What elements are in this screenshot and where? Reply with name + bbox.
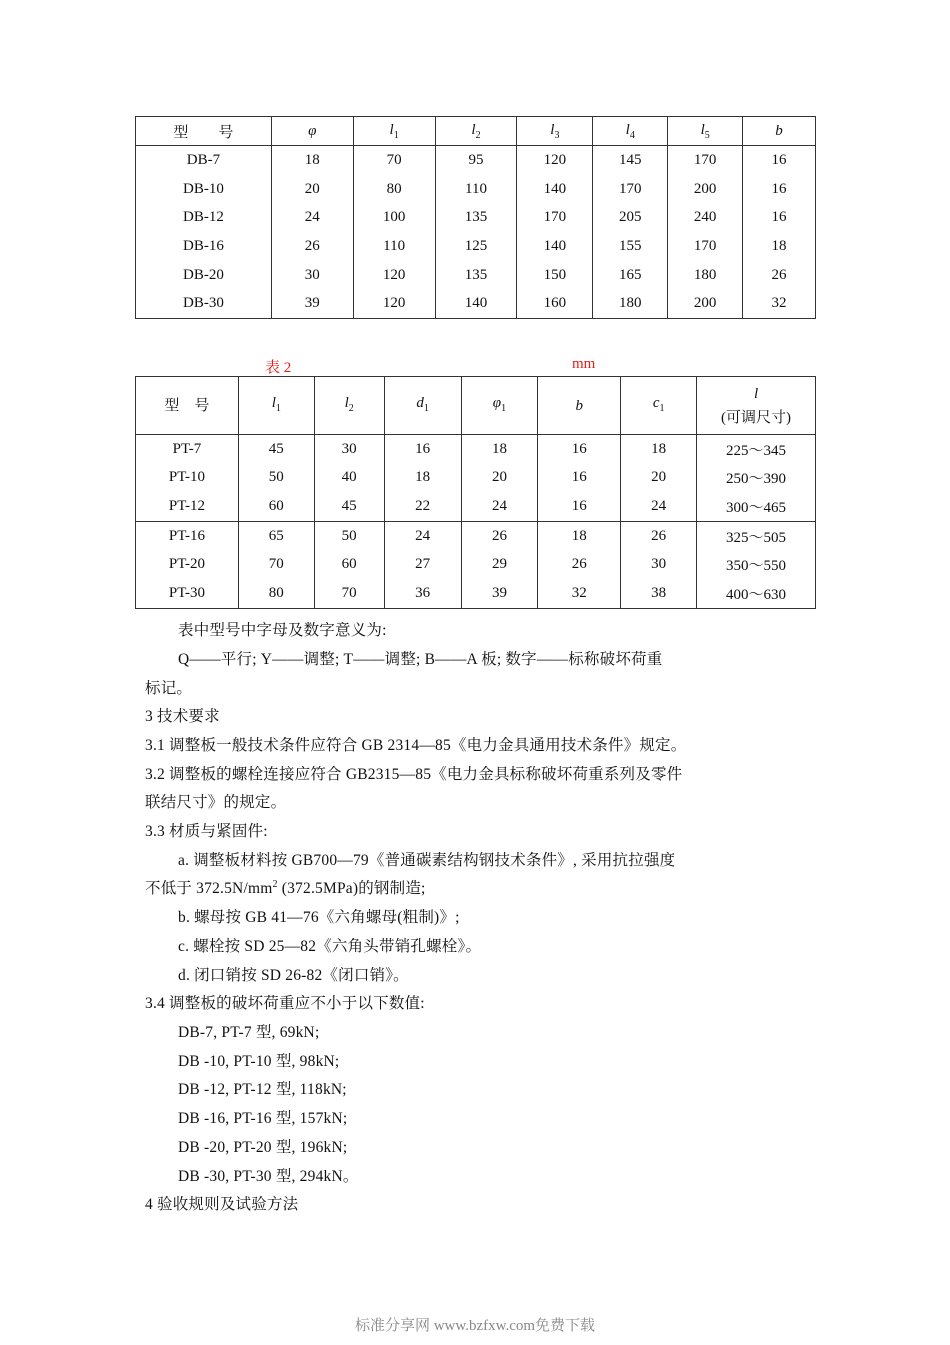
- table-cell: 180: [668, 261, 743, 290]
- table-row: [136, 579, 816, 608]
- table-cell: 18: [461, 435, 538, 464]
- clause-3-1: 3.1 调整板一般技术条件应符合 GB 2314—85《电力金具通用技术条件》规定。: [145, 737, 687, 754]
- load-item: DB -20, PT-20 型, 196kN;: [178, 1139, 348, 1156]
- table-row: [136, 550, 816, 579]
- table-cell: 70: [314, 579, 384, 608]
- col-header-model: 型 号: [136, 117, 272, 146]
- table-cell: 120: [353, 289, 435, 318]
- table-cell: 18: [621, 435, 697, 464]
- table-cell: 26: [743, 261, 816, 290]
- table-cell: 45: [314, 492, 384, 521]
- unit-superscript: 2: [272, 878, 278, 890]
- table-cell: 30: [621, 550, 697, 579]
- col-header-l4: $l_4$: [593, 117, 668, 146]
- clause-3-3-b: b. 螺母按 GB 41—76《六角螺母(粗制)》;: [178, 909, 460, 926]
- table-cell: 30: [271, 261, 353, 290]
- table-2: [135, 376, 816, 609]
- table-cell: 80: [238, 579, 314, 608]
- table-cell: 300～465: [697, 492, 816, 521]
- table-cell: 70: [238, 550, 314, 579]
- table-cell: DB-20: [136, 261, 272, 290]
- clause-3-3-d: d. 闭口销按 SD 26-82《闭口销》。: [178, 967, 409, 984]
- col-header-l: l: [753, 385, 759, 402]
- table-row: [136, 289, 816, 318]
- table-header-row: [136, 117, 816, 146]
- table-cell: 20: [461, 464, 538, 493]
- table-cell: 165: [593, 261, 668, 290]
- table-row: [136, 521, 816, 550]
- table-cell: 22: [384, 492, 461, 521]
- table-cell: 36: [384, 579, 461, 608]
- table-cell: 20: [621, 464, 697, 493]
- table-cell: 110: [353, 232, 435, 261]
- table-cell: 60: [238, 492, 314, 521]
- table-cell: PT-30: [136, 579, 239, 608]
- table-cell: 45: [238, 435, 314, 464]
- table-cell: DB-16: [136, 232, 272, 261]
- col-header-b: b: [743, 117, 816, 146]
- table-cell: 170: [668, 232, 743, 261]
- table-cell: 40: [314, 464, 384, 493]
- table-cell: 60: [314, 550, 384, 579]
- col-header-l3: $l_3$: [517, 117, 593, 146]
- table-cell: DB-7: [136, 146, 272, 175]
- table-cell: DB-10: [136, 175, 272, 204]
- table-cell: 16: [743, 203, 816, 232]
- table-cell: 95: [435, 146, 517, 175]
- col-header-l5: $l_5$: [668, 117, 743, 146]
- table-cell: 18: [743, 232, 816, 261]
- clause-3-2-cont: 联结尺寸》的规定。: [145, 794, 287, 811]
- col-header-model: 型 号: [136, 377, 239, 435]
- table-cell: 16: [384, 435, 461, 464]
- table-cell: 27: [384, 550, 461, 579]
- col-header-l2: $l_2$: [314, 377, 384, 435]
- table-cell: 16: [538, 435, 621, 464]
- table-cell: 400～630: [697, 579, 816, 608]
- table-cell: 120: [353, 261, 435, 290]
- table-cell: PT-10: [136, 464, 239, 493]
- table-cell: 26: [271, 232, 353, 261]
- table-cell: 16: [538, 492, 621, 521]
- table-cell: 24: [271, 203, 353, 232]
- table-row: [136, 146, 816, 175]
- table-row: [136, 435, 816, 464]
- strength-text: 不低于 372.5N/mm: [145, 880, 273, 897]
- load-item: DB -30, PT-30 型, 294kN。: [178, 1168, 359, 1185]
- table-cell: 170: [517, 203, 593, 232]
- table-cell: 200: [668, 175, 743, 204]
- table-cell: 24: [384, 521, 461, 550]
- table-cell: 70: [353, 146, 435, 175]
- table-cell: DB-12: [136, 203, 272, 232]
- table-row: [136, 232, 816, 261]
- col-header-d1: $d_1$: [384, 377, 461, 435]
- table-cell: 200: [668, 289, 743, 318]
- table-cell: 18: [384, 464, 461, 493]
- table-row: [136, 175, 816, 204]
- table-cell: 26: [621, 521, 697, 550]
- load-item: DB -16, PT-16 型, 157kN;: [178, 1110, 348, 1127]
- col-header-phi: φ: [271, 117, 353, 146]
- table-cell: 170: [668, 146, 743, 175]
- table-cell: 16: [743, 175, 816, 204]
- table-cell: 24: [621, 492, 697, 521]
- table-cell: 145: [593, 146, 668, 175]
- table-cell: PT-20: [136, 550, 239, 579]
- table-cell: PT-16: [136, 521, 239, 550]
- table-cell: 65: [238, 521, 314, 550]
- table-cell: 39: [271, 289, 353, 318]
- clause-3-2: 3.2 调整板的螺栓连接应符合 GB2315—85《电力金具标称破坏荷重系列及零件: [145, 766, 683, 783]
- table-cell: 24: [461, 492, 538, 521]
- table-cell: 140: [517, 232, 593, 261]
- table-cell: PT-7: [136, 435, 239, 464]
- table-cell: 140: [435, 289, 517, 318]
- col-header-c1: $c_1$: [621, 377, 697, 435]
- table-row: [136, 261, 816, 290]
- col-header-b: b: [538, 377, 621, 435]
- table-cell: 26: [538, 550, 621, 579]
- table-cell: 100: [353, 203, 435, 232]
- load-item: DB-7, PT-7 型, 69kN;: [178, 1024, 320, 1041]
- paragraph-legend-intro: 表中型号中字母及数字意义为:: [178, 622, 387, 639]
- clause-3-3: 3.3 材质与紧固件:: [145, 823, 268, 840]
- table-cell: 16: [743, 146, 816, 175]
- col-header-l-note: (可调尺寸): [721, 409, 792, 426]
- table-row: [136, 464, 816, 493]
- table-row: [136, 203, 816, 232]
- col-header-l2: $l_2$: [435, 117, 517, 146]
- table-cell: 325～505: [697, 521, 816, 550]
- col-header-l1: $l_1$: [238, 377, 314, 435]
- table-cell: 160: [517, 289, 593, 318]
- col-header-l1: $l_1$: [353, 117, 435, 146]
- table-cell: 29: [461, 550, 538, 579]
- table-cell: 50: [238, 464, 314, 493]
- table-cell: 240: [668, 203, 743, 232]
- table-cell: 38: [621, 579, 697, 608]
- table-cell: 110: [435, 175, 517, 204]
- clause-3-3-a-cont: [145, 876, 426, 898]
- table-cell: 16: [538, 464, 621, 493]
- strength-text-cont: (372.5MPa)的钢制造;: [277, 880, 426, 897]
- table-cell: 80: [353, 175, 435, 204]
- clause-3-3-c: c. 螺栓按 SD 25—82《六角头带销孔螺栓》。: [178, 938, 482, 955]
- table-cell: 32: [743, 289, 816, 318]
- table-cell: 135: [435, 203, 517, 232]
- col-header-phi1: $\varphi_1$: [461, 377, 538, 435]
- section-heading-4: 4 验收规则及试验方法: [145, 1196, 299, 1213]
- table-cell: 50: [314, 521, 384, 550]
- table-row: [136, 492, 816, 521]
- table-header-row: [136, 377, 816, 435]
- table-cell: DB-30: [136, 289, 272, 318]
- table-cell: 205: [593, 203, 668, 232]
- table-cell: 155: [593, 232, 668, 261]
- table-cell: 350～550: [697, 550, 816, 579]
- load-item: DB -10, PT-10 型, 98kN;: [178, 1053, 340, 1070]
- table-1: [135, 116, 816, 319]
- table-cell: 26: [461, 521, 538, 550]
- table-cell: PT-12: [136, 492, 239, 521]
- table-cell: 32: [538, 579, 621, 608]
- table-cell: 18: [271, 146, 353, 175]
- table-2-caption: 表 2: [265, 360, 292, 376]
- table-cell: 170: [593, 175, 668, 204]
- clause-3-3-a: a. 调整板材料按 GB700—79《普通碳素结构钢技术条件》, 采用抗拉强度: [178, 852, 676, 869]
- table-cell: 225～345: [697, 435, 816, 464]
- table-cell: 135: [435, 261, 517, 290]
- load-item: DB -12, PT-12 型, 118kN;: [178, 1081, 347, 1098]
- table-cell: 250～390: [697, 464, 816, 493]
- table-2-unit: mm: [572, 356, 596, 372]
- table-cell: 125: [435, 232, 517, 261]
- table-cell: 30: [314, 435, 384, 464]
- table-cell: 18: [538, 521, 621, 550]
- table-cell: 39: [461, 579, 538, 608]
- table-cell: 180: [593, 289, 668, 318]
- paragraph-legend: Q——平行; Y——调整; T——调整; B——A 板; 数字——标称破坏荷重: [178, 651, 663, 668]
- section-heading-3: 3 技术要求: [145, 708, 220, 725]
- col-header-l-adjustable: [697, 377, 816, 435]
- paragraph-legend-cont: 标记。: [145, 680, 193, 697]
- table-cell: 140: [517, 175, 593, 204]
- table-cell: 120: [517, 146, 593, 175]
- clause-3-4: 3.4 调整板的破坏荷重应不小于以下数值:: [145, 995, 425, 1012]
- table-cell: 150: [517, 261, 593, 290]
- footer-watermark: 标准分享网 www.bzfxw.com免费下载: [354, 1318, 596, 1334]
- table-cell: 20: [271, 175, 353, 204]
